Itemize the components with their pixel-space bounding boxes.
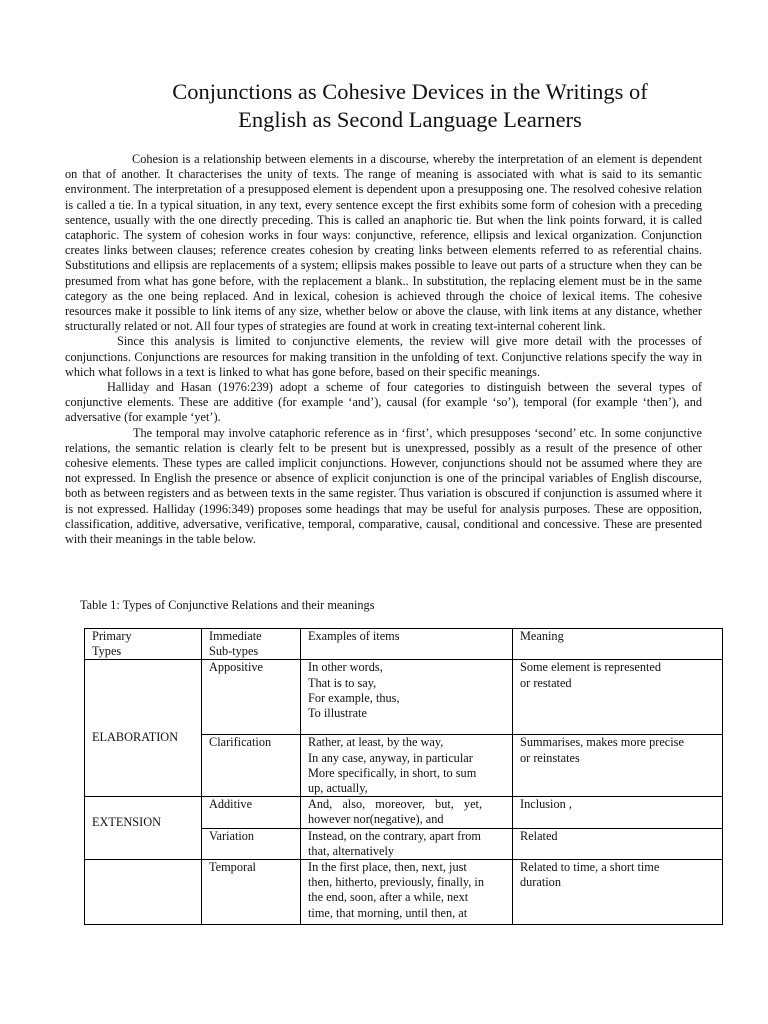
table-row (85, 797, 723, 828)
paragraph-conjunctive-elements: Since this analysis is limited to conjunctive elements, the review will give more detail with the processes of conjunctions. Conjunctions are resources for making transition in the unfolding of text. Conjunctive relations specify the way in which what follows in a text is linked to what has gone before, based on their specific meanings. (65, 334, 702, 379)
paragraph-cohesion: Cohesion is a relationship between elements in a discourse, whereby the interpretation of an element is dependent on that of another. It characterises the unity of texts. The range of meaning is associated with what is said to its semantic environment. The interpretation of a presupposed element is dependent upon a presupposing one. The resolved cohesive relation is called a tie. In a typical situation, in any text, every sentence except the first exhibits some form of cohesion with a preceding sentence, usually with the one directly preceding. This is called an anaphoric tie. But when the link points forward, it is called cataphoric. The system of cohesion works in four ways: conjunctive, reference, ellipsis and lexical organization. Conjunction creates links between clauses; reference creates cohesion by creating links between elements referred to as referential chains. Substitutions and ellipsis are replacements of a system; ellipsis makes possible to leave out parts of a structure when they can be presumed from what has gone before, with the replacement a blank.. In substitution, the replacing element must be in the same category as the one being replaced. And in lexical, cohesion is achieved through the choice of lexical items. The cohesive resources make it possible to link items of any size, whether below or above the clause, with link items at any distance, whether structurally related or not. All four types of strategies are found at work in creating text-internal coherent link. (65, 152, 702, 334)
table-caption: Table 1: Types of Conjunctive Relations and their meanings (80, 598, 375, 612)
subtype-cell: Additive (202, 797, 301, 828)
meaning-cell: Inclusion , (513, 797, 723, 828)
title-line-1: Conjunctions as Cohesive Devices in the Writings of (172, 79, 648, 104)
examples-cell: In other words, That is to say, For example, thus, To illustrate (301, 660, 513, 735)
header-primary-types: Primary Types (85, 629, 202, 660)
paragraph-temporal: The temporal may involve cataphoric reference as in ‘first’, which presupposes ‘second’ etc. In some conjunctive relations, the semantic relation is clearly felt to be present but is unexpressed, possibly as a result of the presence of other cohesive elements. These types are called implicit conjunctions. However, conjunctions should not be assumed where they are not expressed. In English the presence or absence of explicit conjunction is one of the principal variables of English discourse, both as between registers and as between texts in the same register. Thus variation is obscured if conjunction is assumed where it is not expressed. Halliday (1996:349) proposes some headings that may be useful for analysis purposes. These are opposition, classification, additive, adversative, verificative, temporal, comparative, causal, conditional and concessive. These are presented with their meanings in the table below. (65, 425, 702, 547)
table-row (85, 860, 723, 925)
subtype-cell: Clarification (202, 735, 301, 797)
body-text (65, 152, 702, 547)
subtype-cell: Variation (202, 828, 301, 859)
header-meaning: Meaning (513, 629, 723, 660)
examples-cell: In the first place, then, next, just then, hitherto, previously, finally, in the end, soon, after a while, next time, that morning, until then, at (301, 860, 513, 925)
primary-type-empty (85, 860, 202, 925)
examples-cell: Instead, on the contrary, apart from that, alternatively (301, 828, 513, 859)
table-header-row (85, 629, 723, 660)
primary-type-extension: EXTENSION (85, 797, 202, 860)
paper-title (60, 78, 760, 134)
title-line-2: English as Second Language Learners (238, 107, 582, 132)
meaning-cell: Some element is represented or restated (513, 660, 723, 735)
table-row (85, 660, 723, 735)
examples-cell: Rather, at least, by the way, In any case, anyway, in particular More specifically, in short, to sum up, actually, (301, 735, 513, 797)
header-examples: Examples of items (301, 629, 513, 660)
meaning-cell: Related (513, 828, 723, 859)
paragraph-halliday-hasan: Halliday and Hasan (1976:239) adopt a scheme of four categories to distinguish between the several types of conjunctive elements. These are additive (for example ‘and’), causal (for example ‘so’), temporal (for example ‘then’), and adversative (for example ‘yet’). (65, 380, 702, 425)
header-sub-types: Immediate Sub-types (202, 629, 301, 660)
meaning-cell: Summarises, makes more precise or reinstates (513, 735, 723, 797)
subtype-cell: Appositive (202, 660, 301, 735)
meaning-cell: Related to time, a short time duration (513, 860, 723, 925)
conjunctive-relations-table (84, 628, 723, 925)
examples-cell: And, also, moreover, but, yet, however nor(negative), and (301, 797, 513, 828)
subtype-cell: Temporal (202, 860, 301, 925)
primary-type-elaboration: ELABORATION (85, 660, 202, 797)
